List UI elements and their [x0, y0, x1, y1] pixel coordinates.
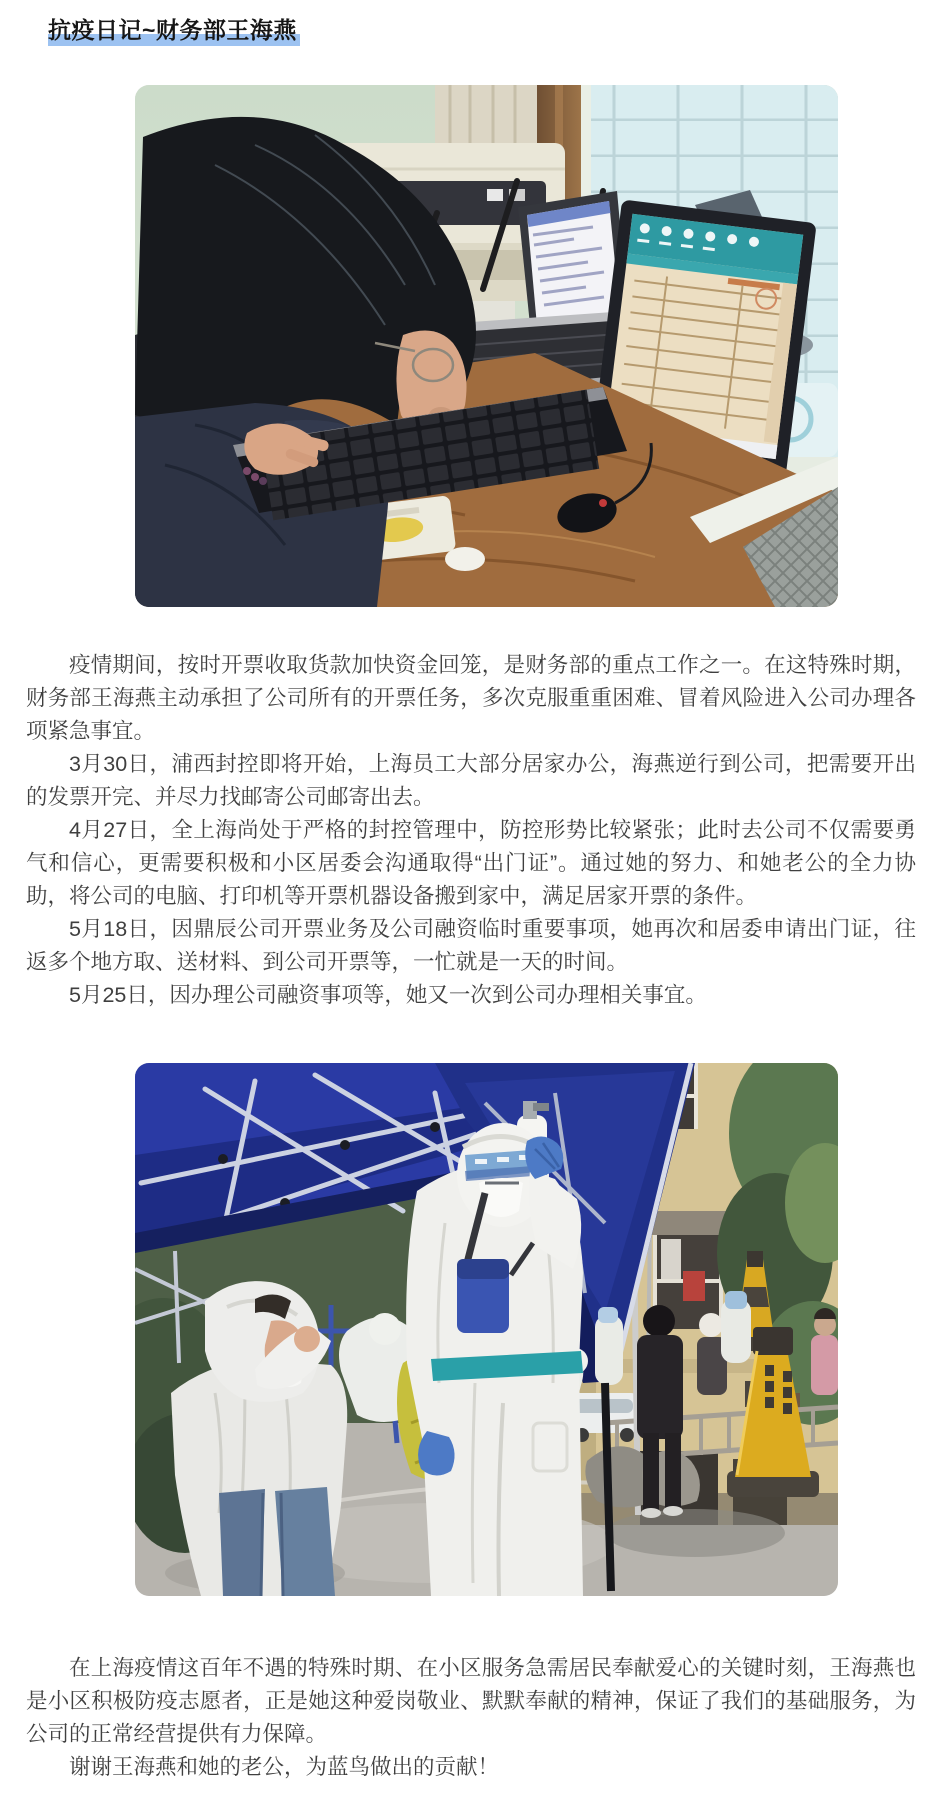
photo-covid-testing-site[interactable]: [135, 1063, 838, 1596]
article-body-closing: [0, 1652, 942, 1784]
paragraph: 疫情期间，按时开票收取货款加快资金回笼，是财务部的重点工作之一。在这特殊时期，财务部王海燕主动承担了公司所有的开票任务，多次克服重重困难、冒着风险进入公司办理各项紧急事宜。: [26, 653, 916, 743]
crouching-ppe-worker-head: [369, 1313, 401, 1345]
photo1-illustration: [135, 85, 838, 607]
paragraph: 5月18日，因鼎辰公司开票业务及公司融资临时重要事项，她再次和居委申请出门证，往返多个地方取、送材料、到公司开票等，一忙就是一天的时间。: [26, 917, 916, 974]
photo-woman-invoicing-at-desk[interactable]: [135, 85, 838, 607]
paragraph: 3月30日，浦西封控即将开始，上海员工大部分居家办公，海燕逆行到公司，把需要开出的发票开完、并尽力找邮寄公司邮寄出去。: [26, 752, 916, 809]
page-title-highlight: 抗疫日记~财务部王海燕: [48, 17, 300, 46]
article-body-top: [0, 649, 942, 1012]
paragraph: 5月25日，因办理公司融资事项等，她又一次到公司办理相关事宜。: [69, 983, 707, 1007]
article-page: [0, 14, 942, 1802]
paper-roll: [445, 547, 485, 571]
paragraph: 谢谢王海燕和她的老公，为蓝鸟做出的贡献！: [69, 1755, 500, 1779]
paragraph: 在上海疫情这百年不遇的特殊时期、在小区服务急需居民奉献爱心的关键时刻，王海燕也是小区积极防疫志愿者，正是她这种爱岗敬业、默默奉献的精神，保证了我们的基础服务，为公司的正常经营提供有力保障。: [26, 1656, 916, 1746]
paragraph: 4月27日，全上海尚处于严格的封控管理中，防控形势比较紧张；此时去公司不仅需要勇气和信心，更需要积极和小区居委会沟通取得“出门证”。通过她的努力、和她老公的全力协助，将公司的电脑、打印机等开票机器设备搬到家中，满足居家开票的条件。: [26, 818, 916, 908]
page-title: [48, 14, 942, 46]
photo2-illustration: [135, 1063, 838, 1596]
